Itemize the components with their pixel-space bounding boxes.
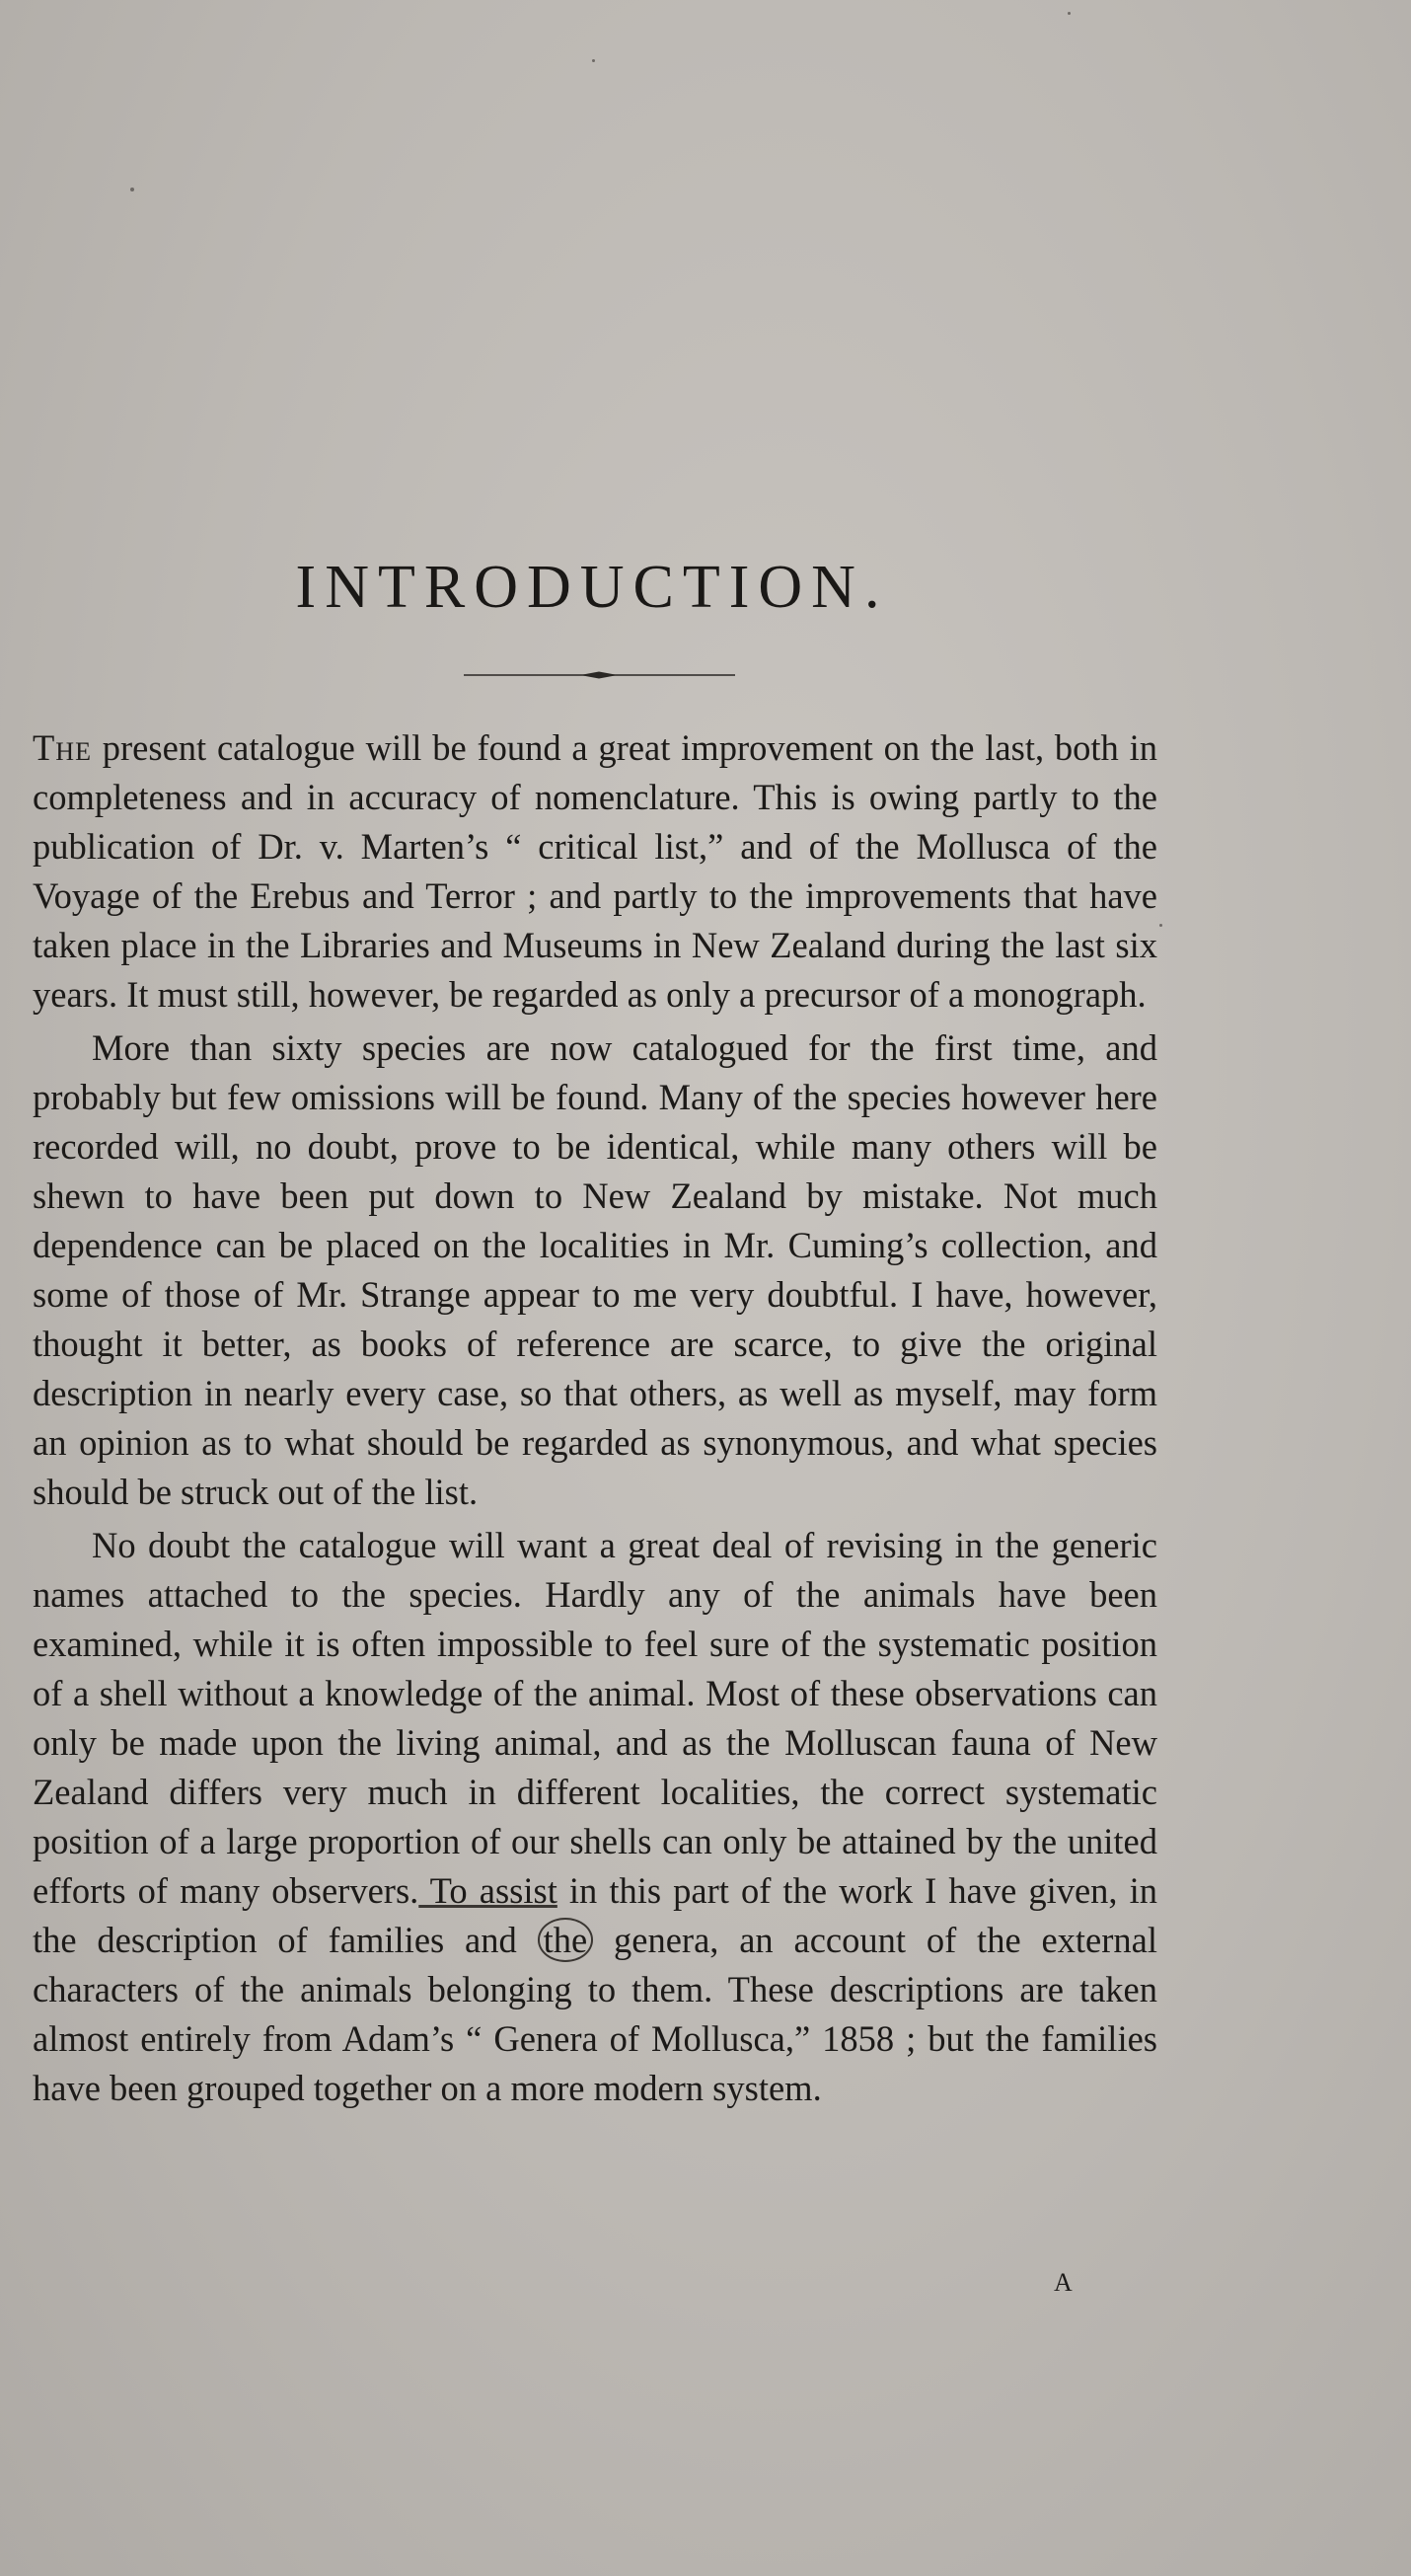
paragraph-3-text-a: No doubt the catalogue will want a great deal of revising in the generic names attached to the species. Hardly any of the animals have been examined, while it is often impossible to feel sure of the systematic position of a shell without a knowledge of the animal. Most of these observations can only be made upon the living animal, and as the Molluscan fauna of New Zealand differs very much in different localities, the correct systematic position of a large proportion of our shells can only be attained by the united efforts of many observers. <box>33 1525 1157 1911</box>
paper-speck <box>592 59 595 62</box>
paragraph-2 <box>33 1023 1157 1517</box>
underlined-annotation: To assist <box>418 1870 557 1911</box>
paragraph-1-text: present catalogue will be found a great improvement on the last, both in completeness and in accuracy of nomenclature. This is owing partly to the publication of Dr. v. Marten’s “ critical list,” and of the Mollusca of the Voyage of the Erebus and Terror ; and partly to the improvements that have taken place in the Libraries and Museums in New Zealand during the last six years. It must still, however, be regarded as only a precursor of a monograph. <box>33 727 1157 1015</box>
paper-speck <box>1159 924 1162 927</box>
circled-annotation: the <box>538 1918 594 1962</box>
paragraph-3-text-c: genera, an account of the external characters of the animals belonging to them. These descriptions are taken almost entirely from Adam’s “ Genera of Mollusca,” 1858 ; but the families have been grouped together on a more modern system. <box>33 1920 1158 2108</box>
page-title: INTRODUCTION. <box>295 554 889 621</box>
signature-mark: A <box>1054 2268 1073 2297</box>
paper-speck <box>1068 12 1071 15</box>
paragraph-2-text: More than sixty species are now catalogued for the first time, and probably but few omissions will be found. Many of the species however here recorded will, no doubt, prove to be identical, while many others will be shewn to have been put down to New Zealand by mistake. Not much dependence can be placed on the localities in Mr. Cuming’s collection, and some of those of Mr. Strange appear to me very doubtful. I have, however, thought it better, as books of reference are scarce, to give the original description in nearly every case, so that others, as well as myself, may form an opinion as to what should be regarded as synonymous, and what species should be struck out of the list. <box>33 1027 1157 1512</box>
paragraph-1 <box>33 723 1157 1020</box>
paper-speck <box>130 188 134 191</box>
paragraph-3-text-b: in this part of the work I have given, in the description of families and <box>33 1870 1158 1960</box>
paragraph-3 <box>33 1521 1157 2113</box>
title-ornament-rule <box>464 671 735 679</box>
introduction-body <box>33 723 1157 2117</box>
paragraph-1-lead-word: The <box>33 727 92 768</box>
